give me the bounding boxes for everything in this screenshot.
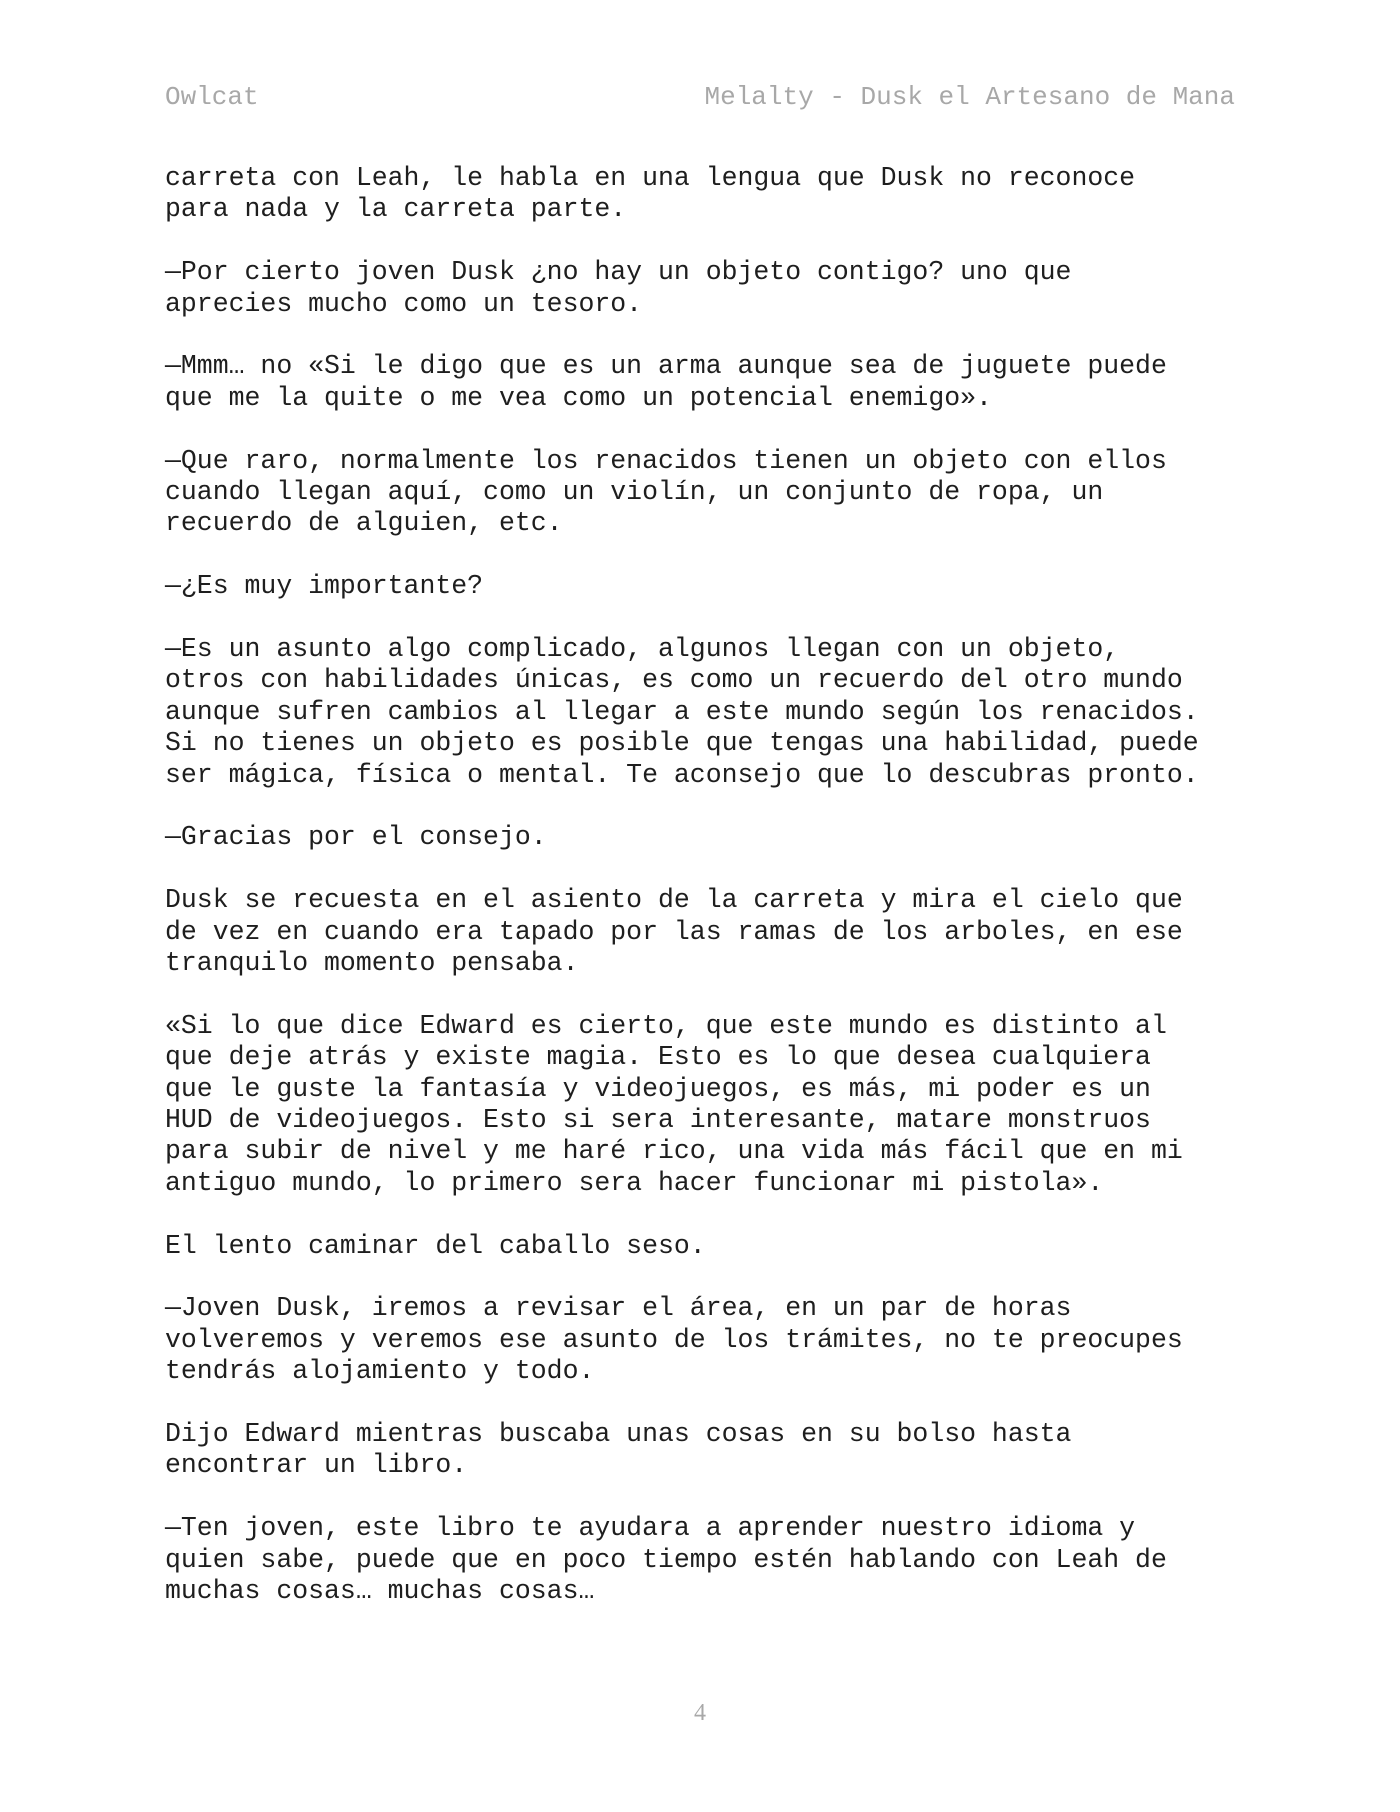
paragraph: —Es un asunto algo complicado, algunos llegan con un objeto, otros con habilidades únicas, es como un recuerdo del otro mundo aunque sufren cambios al llegar a este mundo según los renacidos. Si no tienes un objeto es posible que tengas una habilidad, puede ser mágica, física o mental. Te aconsejo que lo descubras pronto. (165, 634, 1199, 790)
header-author: Owlcat (165, 82, 259, 112)
paragraph: —Gracias por el consejo. (165, 822, 547, 853)
header-title: Melalty - Dusk el Artesano de Mana (704, 82, 1235, 112)
page-number: 4 (694, 1700, 706, 1726)
paragraph: —Que raro, normalmente los renacidos tienen un objeto con ellos cuando llegan aquí, como un violín, un conjunto de ropa, un recuerdo de alguien, etc. (165, 445, 1167, 539)
paragraph: carreta con Leah, le habla en una lengua que Dusk no reconoce para nada y la carreta parte. (165, 163, 1136, 225)
paragraph: El lento caminar del caballo seso. (165, 1230, 706, 1261)
paragraph: —Joven Dusk, iremos a revisar el área, en un par de horas volveremos y veremos ese asunto de los trámites, no te preocupes tendrás alojamiento y todo. (165, 1293, 1183, 1387)
paragraph: Dijo Edward mientras buscaba unas cosas en su bolso hasta encontrar un libro. (165, 1419, 1072, 1481)
page-header (165, 82, 1235, 114)
paragraph: Dusk se recuesta en el asiento de la carreta y mira el cielo que de vez en cuando era tapado por las ramas de los arboles, en ese tranquilo momento pensaba. (165, 885, 1183, 979)
paragraph: —Mmm… no «Si le digo que es un arma aunque sea de juguete puede que me la quite o me vea como un potencial enemigo». (165, 351, 1167, 413)
paragraph: «Si lo que dice Edward es cierto, que este mundo es distinto al que deje atrás y existe magia. Esto es lo que desea cualquiera que le guste la fantasía y videojuegos, es más, mi poder es un HUD de videojuegos. Esto si sera interesante, matare monstruos para subir de nivel y me haré rico, una vida más fácil que en mi antiguo mundo, lo primero sera hacer funcionar mi pistola». (165, 1010, 1183, 1198)
page-body (165, 163, 1245, 1639)
paragraph: —¿Es muy importante? (165, 571, 484, 602)
paragraph: —Ten joven, este libro te ayudara a aprender nuestro idioma y quien sabe, puede que en poco tiempo estén hablando con Leah de muchas cosas… muchas cosas… (165, 1513, 1167, 1607)
paragraph: —Por cierto joven Dusk ¿no hay un objeto contigo? uno que aprecies mucho como un tesoro. (165, 257, 1072, 319)
